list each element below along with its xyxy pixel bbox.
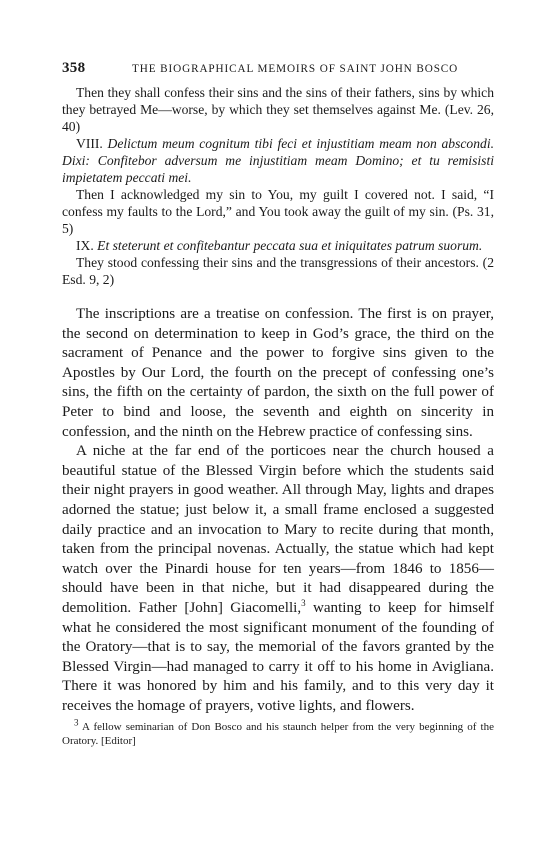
book-page bbox=[62, 60, 494, 748]
scripture-quotations bbox=[62, 84, 494, 288]
esdras-translation: They stood confessing their sins and the transgressions of their ancestors. (2 Esd. 9, 2) bbox=[62, 255, 494, 287]
footnote-body: A fellow seminarian of Don Bosco and his staunch helper from the very beginning of the Oratory. [Editor] bbox=[62, 721, 494, 748]
section-gap bbox=[62, 288, 494, 305]
page-header bbox=[62, 60, 494, 82]
footnote-text bbox=[62, 717, 494, 748]
footnote bbox=[62, 717, 494, 748]
inscription-ix bbox=[62, 237, 494, 254]
inscription-ix-latin: Et steterunt et confitebantur peccata sua et iniquitates patrum suorum. bbox=[97, 238, 483, 253]
paragraph-niche bbox=[62, 442, 494, 716]
inscription-viii-numeral: VIII. bbox=[76, 136, 103, 151]
footnote-marker: 3 bbox=[74, 717, 79, 728]
inscription-ix-numeral: IX. bbox=[76, 238, 94, 253]
paragraph-niche-text-a: A niche at the far end of the porticoes near the church housed a beautiful statue of the Blessed Virgin before which the students said their night prayers in good weather. All through May, lights and drapes adorned the statue; just below it, a small frame enclosed a suggested daily practice and an invocation to Mary to recite during that month, taken from the principal novenas. Actually, the statue which had kept watch over the Pinardi house for ten years—from 1846 to 1856—should have been in that niche, but it had disappeared during the demolition. Father [John] Giacomelli, bbox=[62, 443, 494, 616]
leviticus-translation: Then they shall confess their sins and the sins of their fathers, sins by which they betrayed Me—worse, by which they set themselves against Me. (Lev. 26, 40) bbox=[62, 85, 494, 134]
psalm-translation: Then I acknowledged my sin to You, my guilt I covered not. I said, “I confess my faults to the Lord,” and You took away the guilt of my sin. (Ps. 31, 5) bbox=[62, 187, 494, 236]
paragraph-inscriptions: The inscriptions are a treatise on confession. The first is on prayer, the second on determination to keep in God’s grace, the third on the sacrament of Penance and the power to forgive sins given to the Apostles by Our Lord, the fourth on the precept of confessing one’s sins, the fifth on the certainty of pardon, the sixth on the full power of Peter to bind and loose, the seventh and eighth on sincerity in confession, and the ninth on the Hebrew practice of confessing sins. bbox=[62, 306, 494, 440]
footnote-reference[interactable]: 3 bbox=[301, 597, 306, 608]
main-text bbox=[62, 305, 494, 716]
page-number: 358 bbox=[62, 60, 86, 76]
paragraph-niche-text-b: wanting to keep for himself what he considered the most significant monument of the founding of the Oratory—that is to say, the memorial of the favors granted by the Blessed Virgin—had managed to carry it off to his home in Avigliana. There it was honored by him and his family, and to this very day it receives the homage of prayers, votive lights, and flowers. bbox=[62, 599, 494, 714]
inscription-viii-latin: Delictum meum cognitum tibi feci et injustitiam meam non abscondi. Dixi: Confitebor adversum me injustitiam meam Domino; et tu remisisti impietatem peccati mei. bbox=[62, 136, 494, 185]
running-head: THE BIOGRAPHICAL MEMOIRS OF SAINT JOHN BOSCO bbox=[132, 63, 459, 75]
inscription-viii bbox=[62, 135, 494, 186]
